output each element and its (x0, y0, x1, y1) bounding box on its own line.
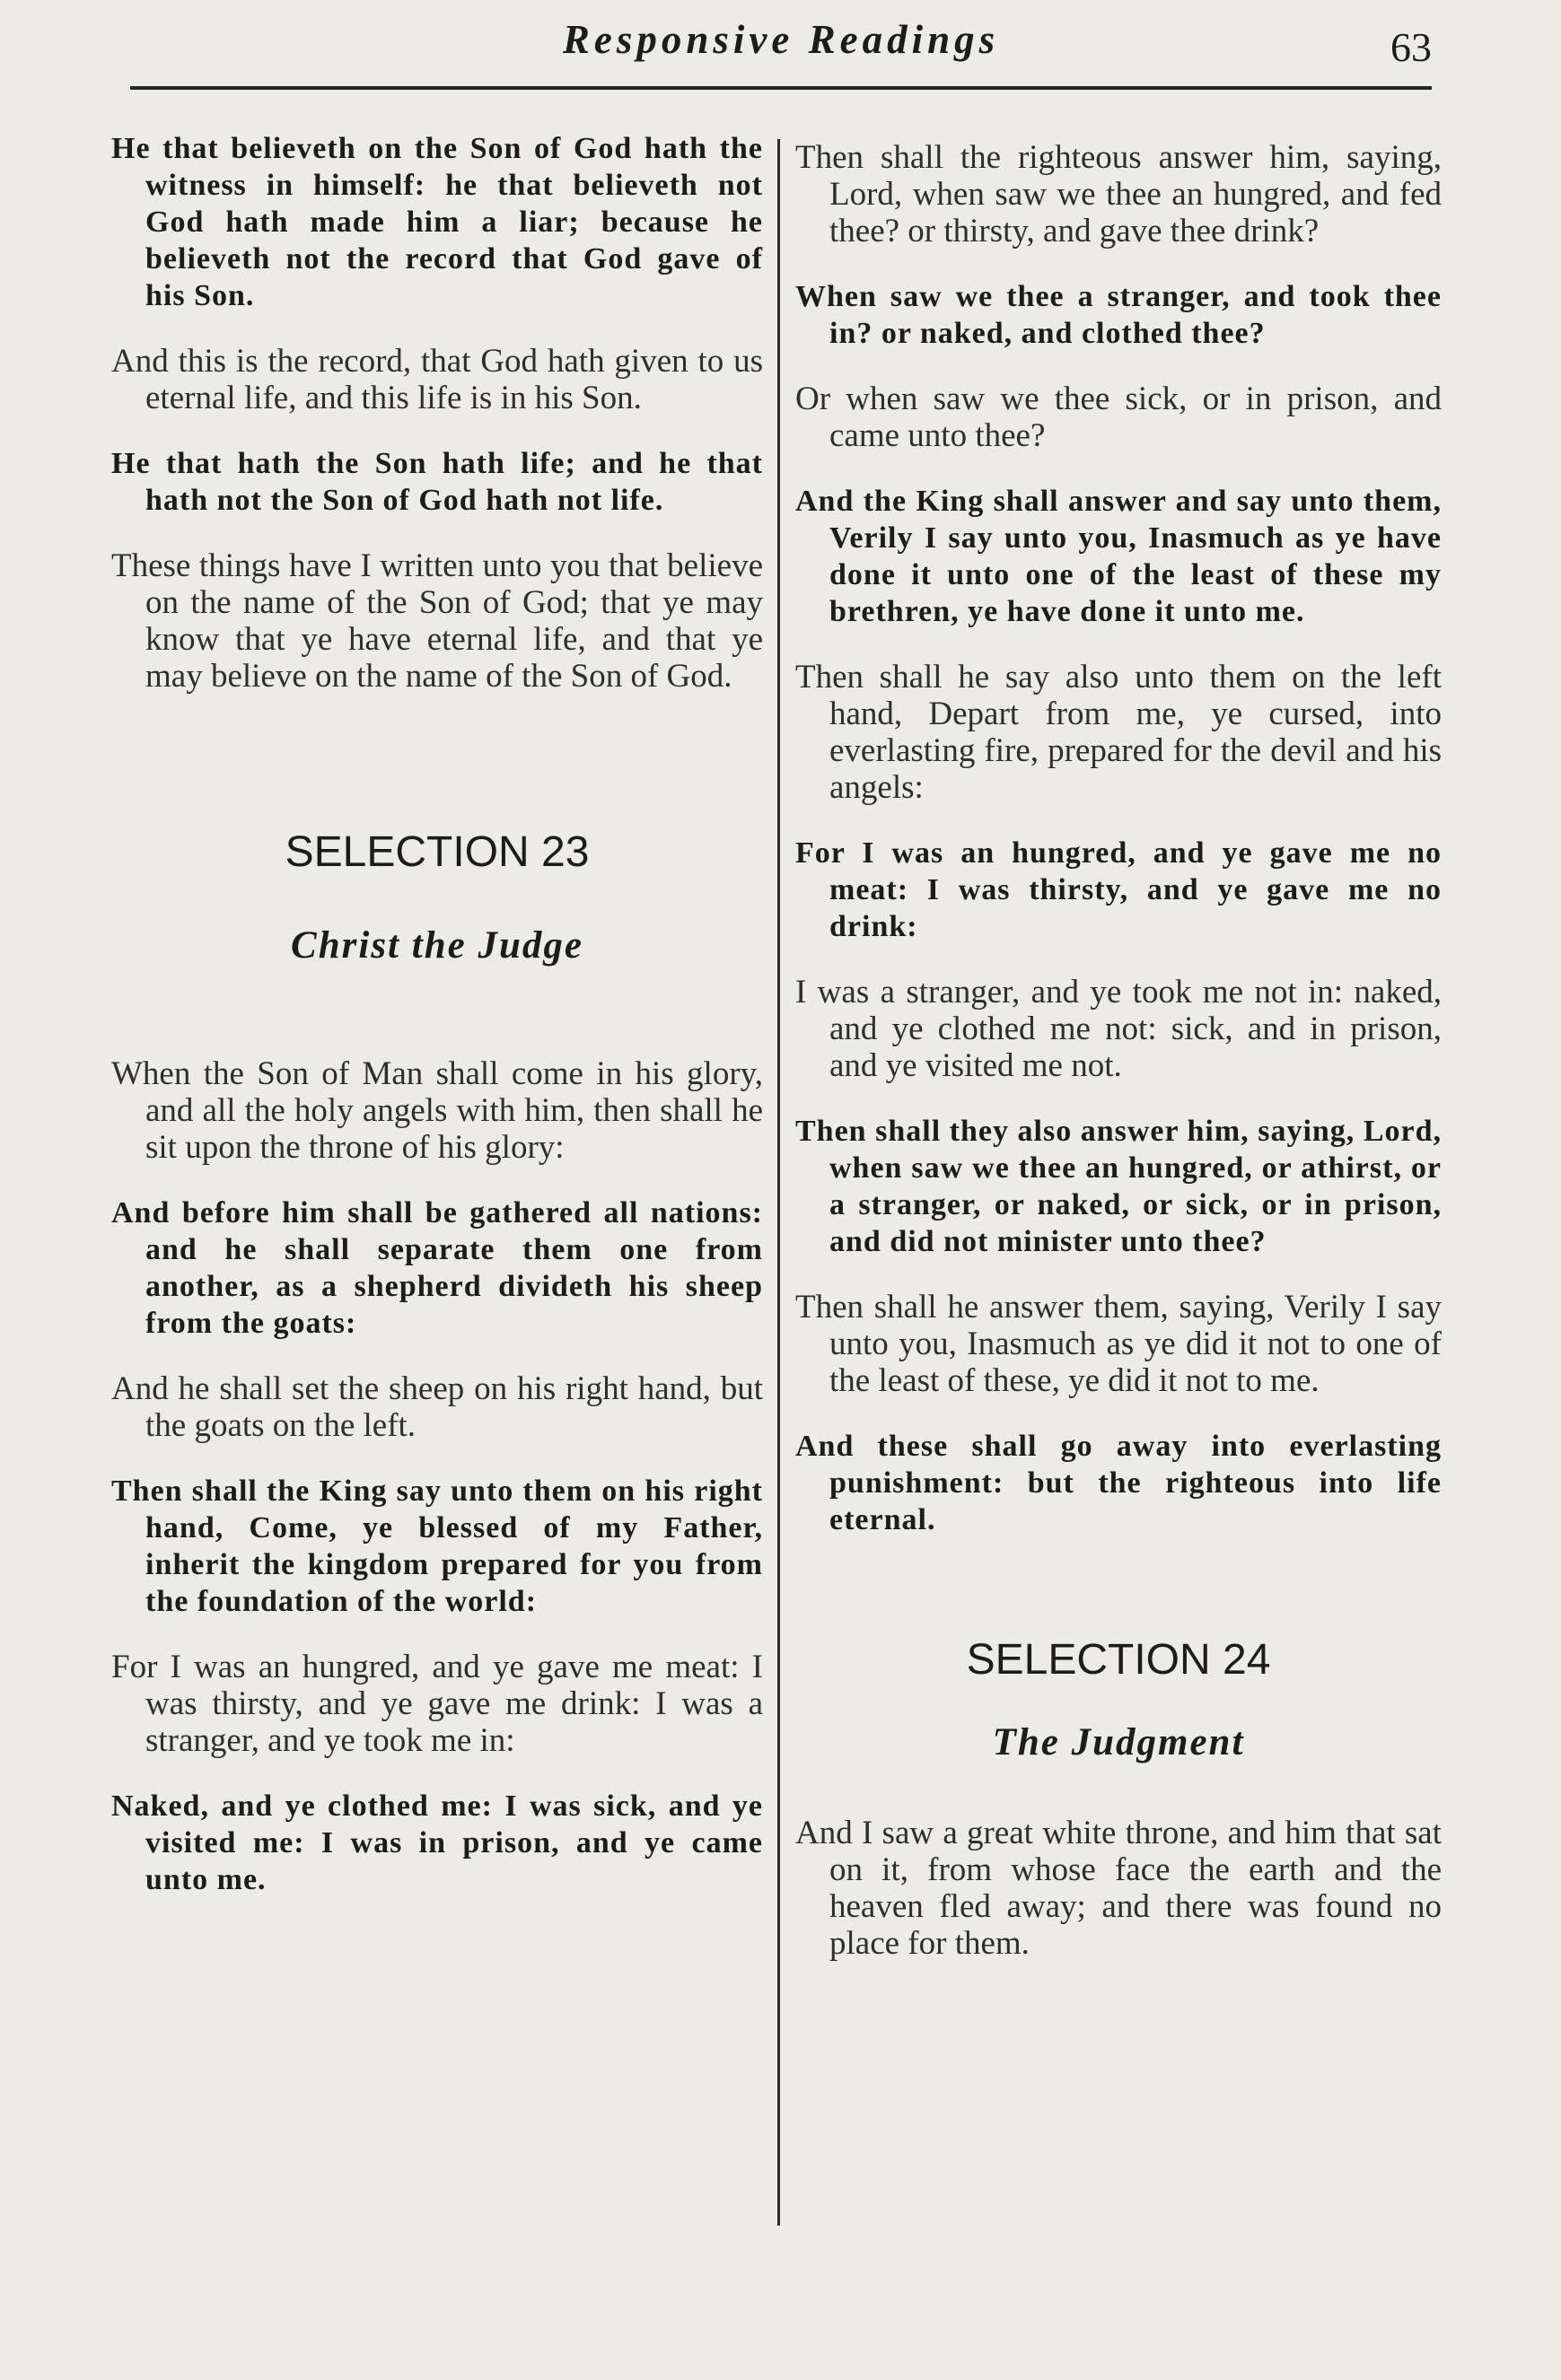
reading-paragraph: He that believeth on the Son of God hath the witness in himself: he that believeth not God hath made him a liar; because he believeth not the record that God gave of his Son. (111, 132, 763, 312)
right-column (795, 139, 1442, 1991)
left-readings-top (111, 130, 763, 695)
reading-paragraph: He that hath the Son hath life; and he that hath not the Son of God hath not life. (111, 447, 763, 517)
reading-paragraph: I was a stranger, and ye took me not in: naked, and ye clothed me not: sick, and in prison, and ye visited me not. (795, 974, 1442, 1084)
reading-paragraph: Then shall they also answer him, saying, Lord, when saw we thee an hungred, or athirst, or a stranger, or naked, or sick, or in prison, and did not minister unto thee? (795, 1115, 1442, 1258)
reading-paragraph: Then shall the King say unto them on his right hand, Come, ye blessed of my Father, inherit the kingdom prepared for you from the foundation of the world: (111, 1474, 763, 1618)
selection-23-heading (111, 827, 763, 967)
column-divider (777, 139, 780, 2226)
reading-paragraph: Then shall he answer them, saying, Verily I say unto you, Inasmuch as ye did it not to one of the least of these, ye did it not to me. (795, 1289, 1442, 1399)
reading-paragraph: When saw we thee a stranger, and took thee in? or naked, and clothed thee? (795, 280, 1442, 350)
left-readings-bottom (111, 1055, 763, 1898)
reading-paragraph: Then shall the righteous answer him, saying, Lord, when saw we thee an hungred, and fed thee? or thirsty, and gave thee drink? (795, 139, 1442, 249)
page-header (130, 0, 1432, 90)
reading-paragraph: And he shall set the sheep on his right hand, but the goats on the left. (111, 1370, 763, 1444)
reading-paragraph: Or when saw we thee sick, or in prison, and came unto thee? (795, 381, 1442, 454)
selection-title: SELECTION 23 (285, 828, 590, 876)
page-number: 63 (1390, 24, 1432, 70)
selection-subtitle: The Judgment (992, 1721, 1245, 1763)
reading-paragraph: Naked, and ye clothed me: I was sick, and ye visited me: I was in prison, and ye came unto me. (111, 1789, 763, 1896)
selection-subtitle: Christ the Judge (291, 924, 583, 967)
reading-paragraph: Then shall he say also unto them on the left hand, Depart from me, ye cursed, into everlasting fire, prepared for the devil and his angels: (795, 659, 1442, 806)
reading-paragraph: For I was an hungred, and ye gave me no meat: I was thirsty, and ye gave me no drink: (795, 836, 1442, 943)
reading-paragraph: When the Son of Man shall come in his glory, and all the holy angels with him, then shall he sit upon the throne of his glory: (111, 1055, 763, 1166)
reading-paragraph: And before him shall be gathered all nations: and he shall separate them one from another, as a shepherd divideth his sheep from the goats: (111, 1196, 763, 1340)
reading-paragraph: And I saw a great white throne, and him that sat on it, from whose face the earth and the heaven fled away; and there was found no place for them. (795, 1815, 1442, 1962)
right-readings-top (795, 139, 1442, 1538)
reading-paragraph: And these shall go away into everlasting punishment: but the righteous into life eternal. (795, 1430, 1442, 1536)
selection-title: SELECTION 24 (966, 1636, 1271, 1684)
reading-paragraph: And the King shall answer and say unto them, Verily I say unto you, Inasmuch as ye have done it unto one of the least of these my brethren, ye have done it unto me. (795, 485, 1442, 628)
right-readings-bottom (795, 1815, 1442, 1962)
reading-paragraph: For I was an hungred, and ye gave me meat: I was thirsty, and ye gave me drink: I was a stranger, and ye took me in: (111, 1649, 763, 1759)
selection-24-heading (795, 1635, 1442, 1764)
reading-paragraph: And this is the record, that God hath given to us eternal life, and this life is in his Son. (111, 343, 763, 416)
running-title: Responsive Readings (562, 17, 1000, 62)
reading-paragraph: These things have I written unto you that believe on the name of the Son of God; that ye may know that ye have eternal life, and that ye may believe on the name of the Son of God. (111, 547, 763, 695)
left-column (111, 130, 763, 1927)
